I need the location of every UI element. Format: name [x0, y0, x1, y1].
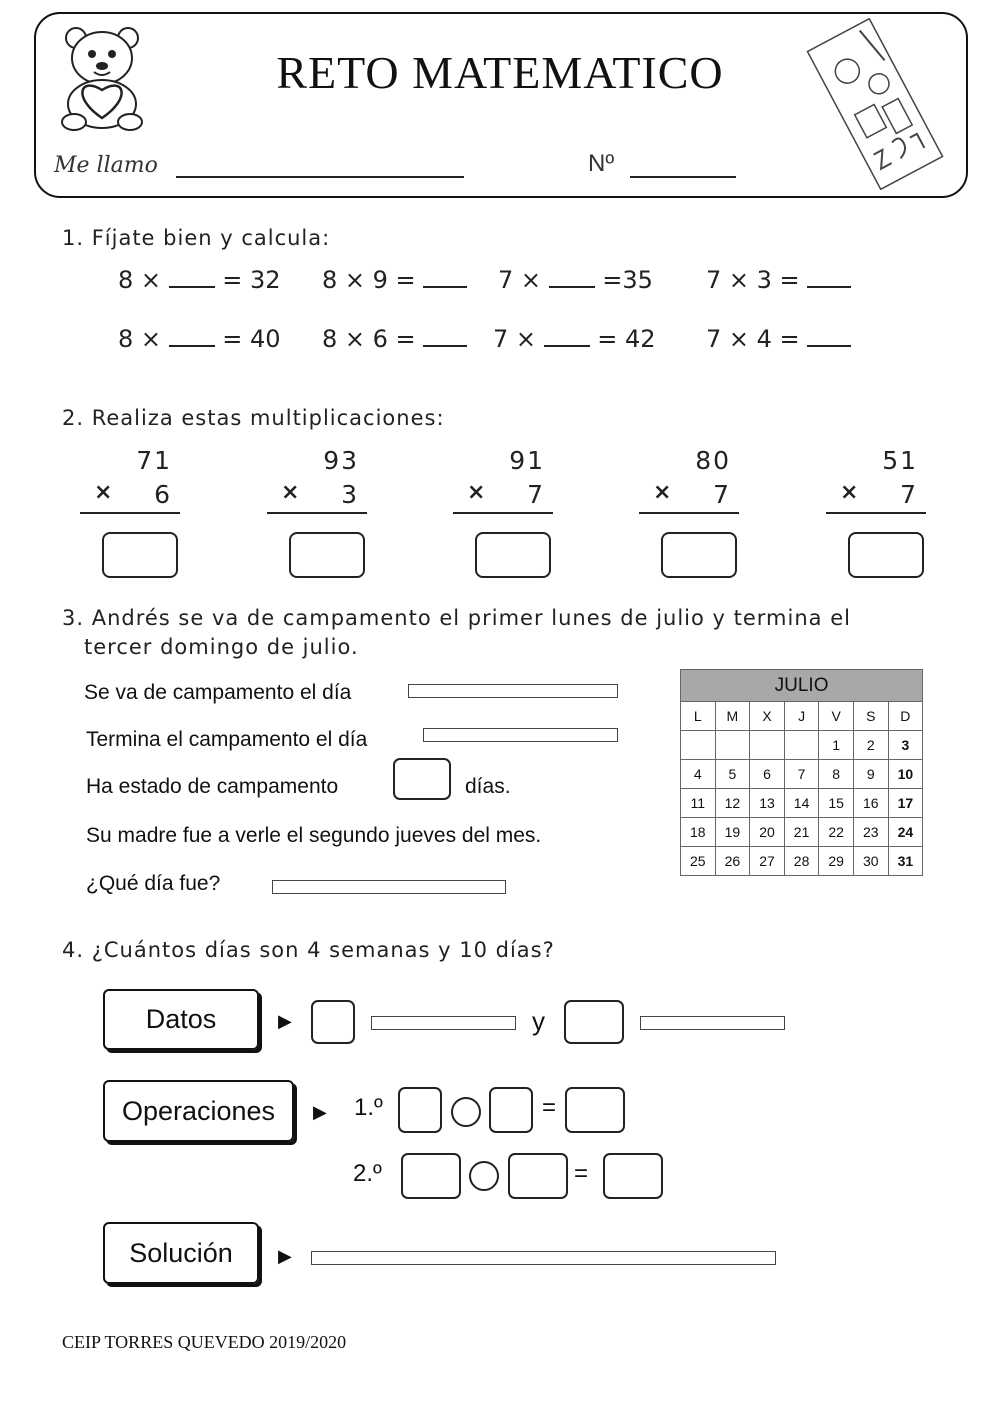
q3-title-line2: tercer domingo de julio.	[84, 635, 359, 659]
calendar-day: 20	[750, 818, 785, 847]
calendar-day: 19	[715, 818, 750, 847]
calendar-day: 6	[750, 760, 785, 789]
start-day-input[interactable]	[408, 684, 618, 698]
math-kids-illustration	[800, 18, 950, 190]
multiplication-5	[826, 446, 926, 518]
multiplicand: 51	[882, 446, 918, 475]
arrow-icon: ▶	[278, 1246, 292, 1266]
result-box[interactable]	[289, 532, 365, 578]
mother-visit-text: Su madre fue a verle el segundo jueves del mes.	[86, 824, 542, 847]
end-day-input[interactable]	[423, 728, 618, 742]
calendar-day	[715, 731, 750, 760]
q3-title-line1: 3. Andrés se va de campamento el primer lunes de julio y termina el	[62, 606, 851, 630]
datos-unit-input-2[interactable]	[640, 1016, 785, 1030]
multiplier: 7	[900, 480, 916, 509]
calendar-week-row	[681, 760, 923, 789]
calendar-day	[784, 731, 819, 760]
times-sign: ×	[653, 480, 672, 505]
calendar-day: 1	[819, 731, 854, 760]
calendar-day: 9	[853, 760, 888, 789]
calendar-weekday: M	[715, 702, 750, 731]
multiplier: 7	[527, 480, 543, 509]
solucion-label: Solución	[129, 1238, 233, 1268]
calendar-day: 5	[715, 760, 750, 789]
result-box[interactable]	[475, 532, 551, 578]
multiplicand: 71	[136, 446, 172, 475]
footer-school: CEIP TORRES QUEVEDO 2019/2020	[62, 1332, 347, 1352]
calendar-day: 17	[888, 789, 923, 818]
calendar-day: 14	[784, 789, 819, 818]
calendar-day	[750, 731, 785, 760]
calendar-day: 26	[715, 847, 750, 876]
times-sign: ×	[840, 480, 859, 505]
july-calendar	[680, 669, 923, 876]
multiplicand: 91	[509, 446, 545, 475]
datos-number-input-1[interactable]	[311, 1000, 355, 1044]
calendar-day: 28	[784, 847, 819, 876]
datos-unit-input-1[interactable]	[371, 1016, 516, 1030]
answer-blank[interactable]	[169, 266, 215, 288]
calendar-day: 30	[853, 847, 888, 876]
q1-eq-8: 7 × 4 =	[706, 325, 851, 353]
operation-2-label: 2.º	[353, 1160, 382, 1187]
calendar-day: 31	[888, 847, 923, 876]
multiplier: 7	[713, 480, 729, 509]
calendar-day: 4	[681, 760, 716, 789]
op1-operand-2[interactable]	[489, 1087, 533, 1133]
op2-operator[interactable]	[469, 1161, 499, 1191]
calendar-day: 18	[681, 818, 716, 847]
calendar-weekday: J	[784, 702, 819, 731]
op1-operator[interactable]	[451, 1097, 481, 1127]
calendar-day	[681, 731, 716, 760]
calendar-weekday-row	[681, 702, 923, 731]
number-input-line[interactable]	[630, 176, 736, 178]
calendar-day: 7	[784, 760, 819, 789]
calendar-day: 10	[888, 760, 923, 789]
multiplier: 6	[154, 480, 170, 509]
which-day-label: ¿Qué día fue?	[86, 872, 221, 895]
arrow-icon: ▶	[313, 1102, 327, 1122]
answer-blank[interactable]	[549, 266, 595, 288]
calendar-day: 15	[819, 789, 854, 818]
solucion-label-box	[103, 1222, 259, 1284]
solucion-input[interactable]	[311, 1251, 776, 1265]
multiplier: 3	[341, 480, 357, 509]
calendar-month: JULIO	[681, 670, 923, 702]
arrow-icon: ▶	[278, 1011, 292, 1031]
q4-title: 4. ¿Cuántos días son 4 semanas y 10 días?	[62, 938, 555, 962]
op2-result[interactable]	[603, 1153, 663, 1199]
multiplication-1	[80, 446, 180, 518]
calendar-day: 24	[888, 818, 923, 847]
equals-sign: =	[574, 1160, 589, 1187]
page-title: RETO MATEMATICO	[276, 47, 724, 98]
result-box[interactable]	[848, 532, 924, 578]
which-day-input[interactable]	[272, 880, 506, 894]
name-input-line[interactable]	[176, 176, 464, 178]
name-label: Me llamo	[54, 153, 158, 178]
q1-eq-2: 8 × 9 =	[322, 266, 467, 294]
calendar-weekday: L	[681, 702, 716, 731]
calendar-weekday: X	[750, 702, 785, 731]
calendar-day: 13	[750, 789, 785, 818]
calendar-day: 27	[750, 847, 785, 876]
times-sign: ×	[281, 480, 300, 505]
q2-title: 2. Realiza estas multiplicaciones:	[62, 406, 445, 430]
answer-blank[interactable]	[807, 325, 851, 347]
calendar-day: 25	[681, 847, 716, 876]
answer-blank[interactable]	[423, 266, 467, 288]
multiplication-2	[267, 446, 367, 518]
start-day-label: Se va de campamento el día	[84, 681, 352, 704]
answer-blank[interactable]	[807, 266, 851, 288]
calendar-week-row	[681, 731, 923, 760]
result-box[interactable]	[102, 532, 178, 578]
calendar-day: 3	[888, 731, 923, 760]
calendar-day: 12	[715, 789, 750, 818]
q1-eq-7: 7 × = 42	[493, 325, 656, 353]
calendar-day: 16	[853, 789, 888, 818]
calendar-day: 29	[819, 847, 854, 876]
multiplicand: 93	[323, 446, 359, 475]
datos-number-input-2[interactable]	[564, 1000, 624, 1044]
calendar-day: 23	[853, 818, 888, 847]
times-sign: ×	[94, 480, 113, 505]
q1-eq-6: 8 × 6 =	[322, 325, 467, 353]
result-line	[639, 512, 739, 514]
end-day-label: Termina el campamento el día	[86, 728, 368, 751]
q1-title: 1. Fíjate bien y calcula:	[62, 226, 331, 250]
y-label: y	[532, 1006, 545, 1036]
result-line	[267, 512, 367, 514]
operaciones-label-box	[103, 1080, 294, 1142]
result-line	[826, 512, 926, 514]
multiplication-4	[639, 446, 739, 518]
days-count-input[interactable]	[393, 758, 451, 800]
teddy-bear-heart-icon	[52, 22, 152, 132]
times-sign: ×	[467, 480, 486, 505]
calendar-weekday: D	[888, 702, 923, 731]
multiplicand: 80	[695, 446, 731, 475]
op2-operand-2[interactable]	[508, 1153, 568, 1199]
answer-blank[interactable]	[423, 325, 467, 347]
answer-blank[interactable]	[544, 325, 590, 347]
calendar-day: 22	[819, 818, 854, 847]
calendar-week-row	[681, 789, 923, 818]
op1-result[interactable]	[565, 1087, 625, 1133]
operaciones-label: Operaciones	[121, 1096, 276, 1126]
q1-eq-3: 7 × =35	[498, 266, 653, 294]
days-label: días.	[465, 775, 511, 798]
calendar-weekday: S	[853, 702, 888, 731]
multiplication-3	[453, 446, 553, 518]
q1-eq-5: 8 × = 40	[118, 325, 281, 353]
number-label: Nº	[588, 150, 615, 177]
calendar-day: 21	[784, 818, 819, 847]
result-box[interactable]	[661, 532, 737, 578]
op2-operand-1[interactable]	[401, 1153, 461, 1199]
result-line	[453, 512, 553, 514]
calendar-day: 2	[853, 731, 888, 760]
calendar-day: 11	[681, 789, 716, 818]
calendar-week-row	[681, 847, 923, 876]
calendar-weekday: V	[819, 702, 854, 731]
calendar-day: 8	[819, 760, 854, 789]
q1-eq-4: 7 × 3 =	[706, 266, 851, 294]
datos-label: Datos	[145, 1004, 217, 1034]
equals-sign: =	[542, 1094, 557, 1121]
result-line	[80, 512, 180, 514]
q1-eq-1: 8 × = 32	[118, 266, 281, 294]
operation-1-label: 1.º	[354, 1094, 383, 1121]
calendar-week-row	[681, 818, 923, 847]
datos-label-box	[103, 989, 259, 1050]
answer-blank[interactable]	[169, 325, 215, 347]
op1-operand-1[interactable]	[398, 1087, 442, 1133]
stayed-label: Ha estado de campamento	[86, 775, 339, 798]
